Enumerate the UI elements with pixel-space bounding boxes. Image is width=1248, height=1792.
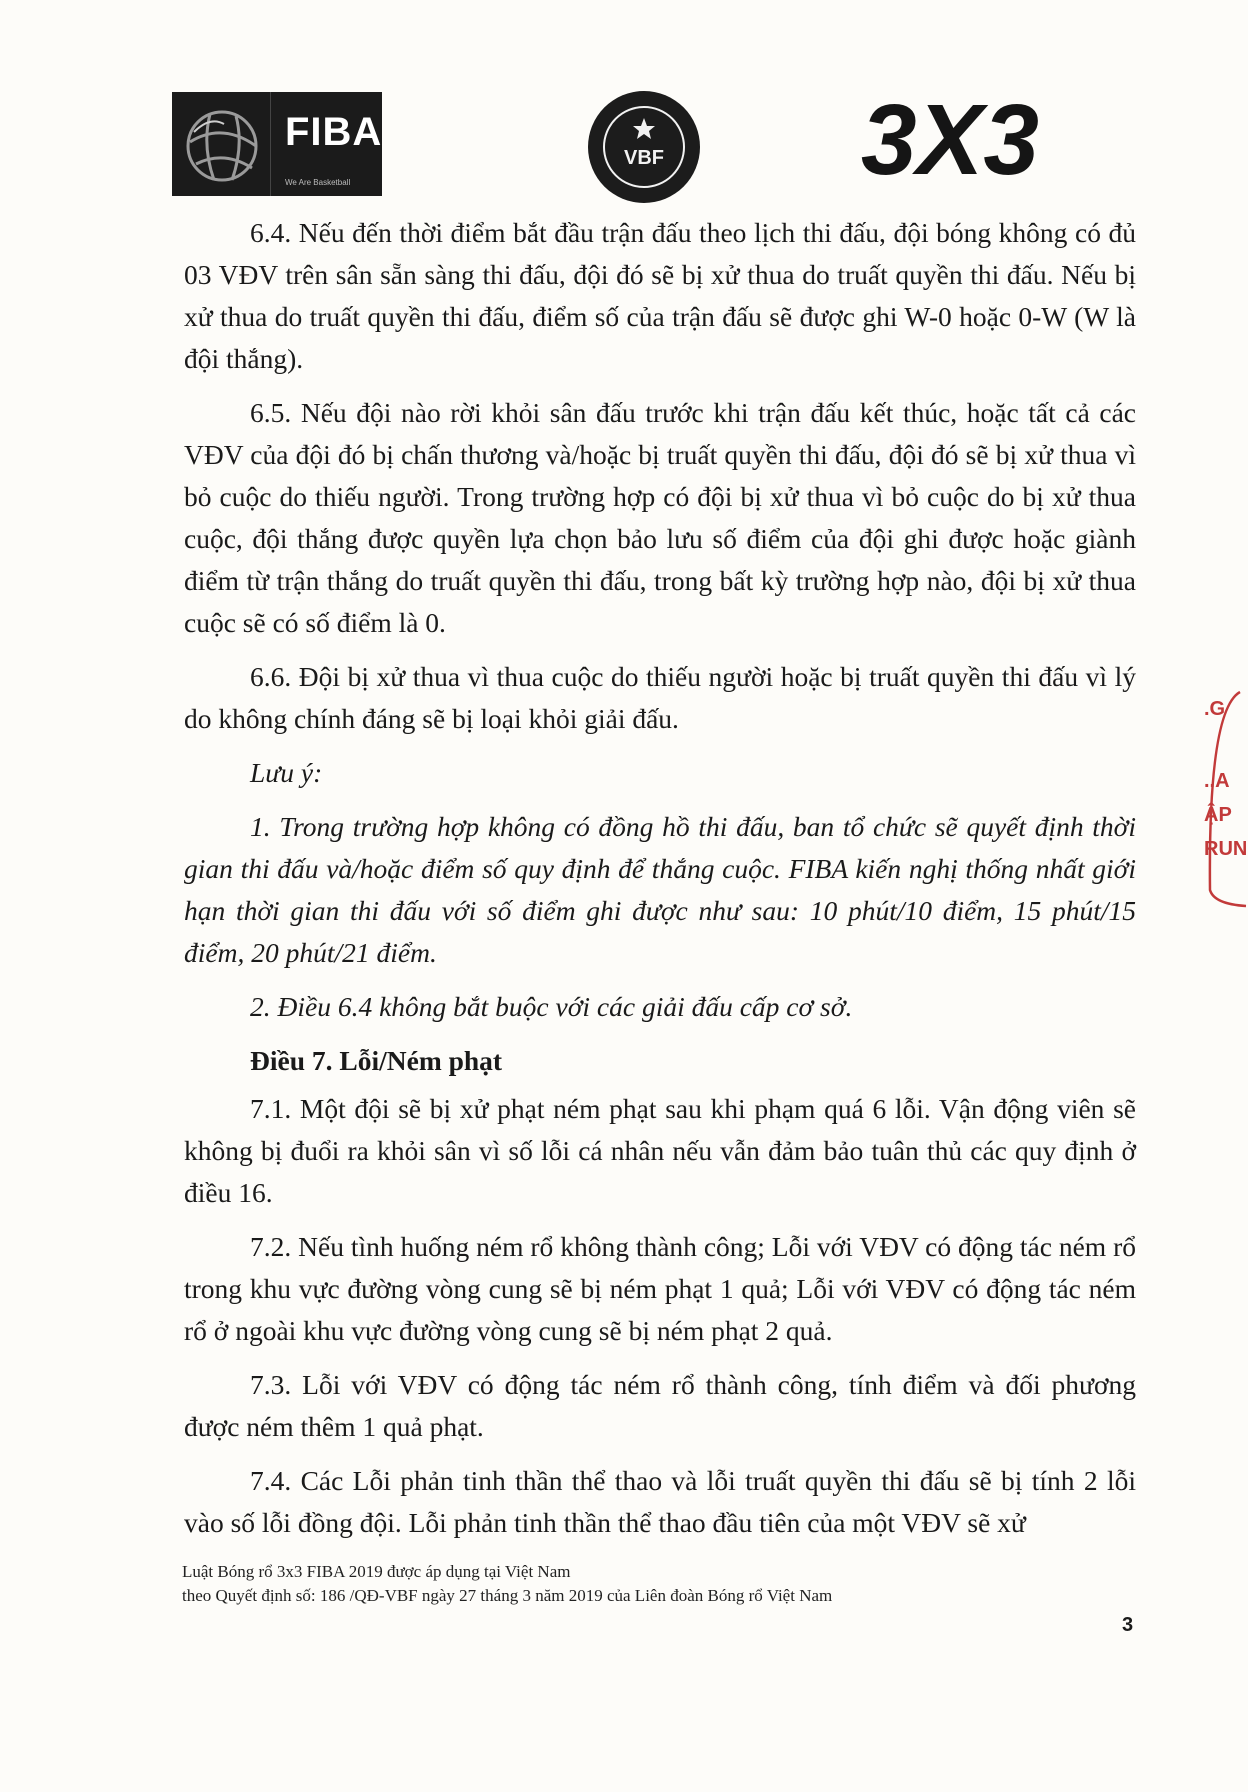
footer-line-1: Luật Bóng rổ 3x3 FIBA 2019 được áp dụng tại Việt Nam <box>182 1562 571 1581</box>
paragraph-6-5: 6.5. Nếu đội nào rời khỏi sân đấu trước khi trận đấu kết thúc, hoặc tất cả các VĐV của đội đó bị chấn thương và/hoặc bị truất quyền thi đấu, đội đó sẽ bị xử thua vì bỏ cuộc do thiếu người. Trong trường hợp có đội bị xử thua vì bỏ cuộc do bị xử thua cuộc, đội thắng được quyền lựa chọn bảo lưu số điểm của đội ghi được hoặc giành điểm từ trận thắng do truất quyền thi đấu, trong bất kỳ trường hợp nào, đội bị xử thua cuộc sẽ có số điểm là 0. <box>184 397 1136 638</box>
article-7-heading: Điều 7. Lỗi/Ném phạt <box>250 1045 503 1076</box>
page-number: 3 <box>1122 1614 1134 1636</box>
stamp-arc-icon <box>1200 690 1248 910</box>
stamp-text-2: ..A <box>1204 770 1230 792</box>
basketball-icon <box>172 92 271 196</box>
footer-line-2: theo Quyết định số: 186 /QĐ-VBF ngày 27 tháng 3 năm 2019 của Liên đoàn Bóng rổ Việt Nam <box>182 1586 833 1605</box>
note-item-2: 2. Điều 6.4 không bắt buộc với các giải đấu cấp cơ sở. <box>250 991 853 1022</box>
paragraph-7-1: 7.1. Một đội sẽ bị xử phạt ném phạt sau khi phạm quá 6 lỗi. Vận động viên sẽ không bị đuổi ra khỏi sân vì số lỗi cá nhân nếu vẫn đảm bảo tuân thủ các quy định ở điều 16. <box>184 1093 1136 1208</box>
red-stamp-fragment <box>1200 690 1248 910</box>
threex3-wordmark: 3X3 <box>861 84 1039 196</box>
fiba-tagline: We Are Basketball <box>285 178 351 187</box>
stamp-text-1: .G <box>1204 698 1226 720</box>
fiba-wordmark: FIBA <box>285 110 383 154</box>
vbf-logo <box>585 88 703 206</box>
document-body <box>184 212 1136 1556</box>
paragraph-7-4: 7.4. Các Lỗi phản tinh thần thể thao và lỗi truất quyền thi đấu sẽ bị tính 2 lỗi vào số lỗi đồng đội. Lỗi phản tinh thần thể thao đầu tiên của một VĐV sẽ xử <box>184 1465 1136 1538</box>
paragraph-6-6: 6.6. Đội bị xử thua vì thua cuộc do thiếu người hoặc bị truất quyền thi đấu vì lý do không chính đáng sẽ bị loại khỏi giải đấu. <box>184 661 1136 734</box>
stamp-text-3: ẬP <box>1204 804 1232 826</box>
stamp-text-4: RUN <box>1204 838 1248 860</box>
paragraph-6-4: 6.4. Nếu đến thời điểm bắt đầu trận đấu theo lịch thi đấu, đội bóng không có đủ 03 VĐV trên sân sẵn sàng thi đấu, đội đó sẽ bị xử thua do truất quyền thi đấu. Nếu bị xử thua do truất quyền thi đấu, điểm số của trận đấu sẽ được ghi W-0 hoặc 0-W (W là đội thắng). <box>184 217 1136 374</box>
vbf-wordmark: VBF <box>624 147 664 169</box>
paragraph-7-2: 7.2. Nếu tình huống ném rổ không thành công; Lỗi với VĐV có động tác ném rổ trong khu vực đường vòng cung sẽ bị ném phạt 1 quả; Lỗi với VĐV có động tác ném rổ ở ngoài khu vực đường vòng cung sẽ bị ném phạt 2 quả. <box>184 1231 1136 1346</box>
paragraph-7-3: 7.3. Lỗi với VĐV có động tác ném rổ thành công, tính điểm và đối phương được ném thêm 1 quả phạt. <box>184 1369 1136 1442</box>
note-item-1: 1. Trong trường hợp không có đồng hồ thi đấu, ban tổ chức sẽ quyết định thời gian thi đấu và/hoặc điểm số quy định để thắng cuộc. FIBA kiến nghị thống nhất giới hạn thời gian thi đấu với số điểm ghi được như sau: 10 phút/10 điểm, 15 phút/15 điểm, 20 phút/21 điểm. <box>184 811 1136 968</box>
threex3-logo <box>850 78 1050 198</box>
fiba-logo <box>172 92 382 196</box>
page-footer <box>182 1560 832 1608</box>
note-label: Lưu ý: <box>250 757 323 788</box>
